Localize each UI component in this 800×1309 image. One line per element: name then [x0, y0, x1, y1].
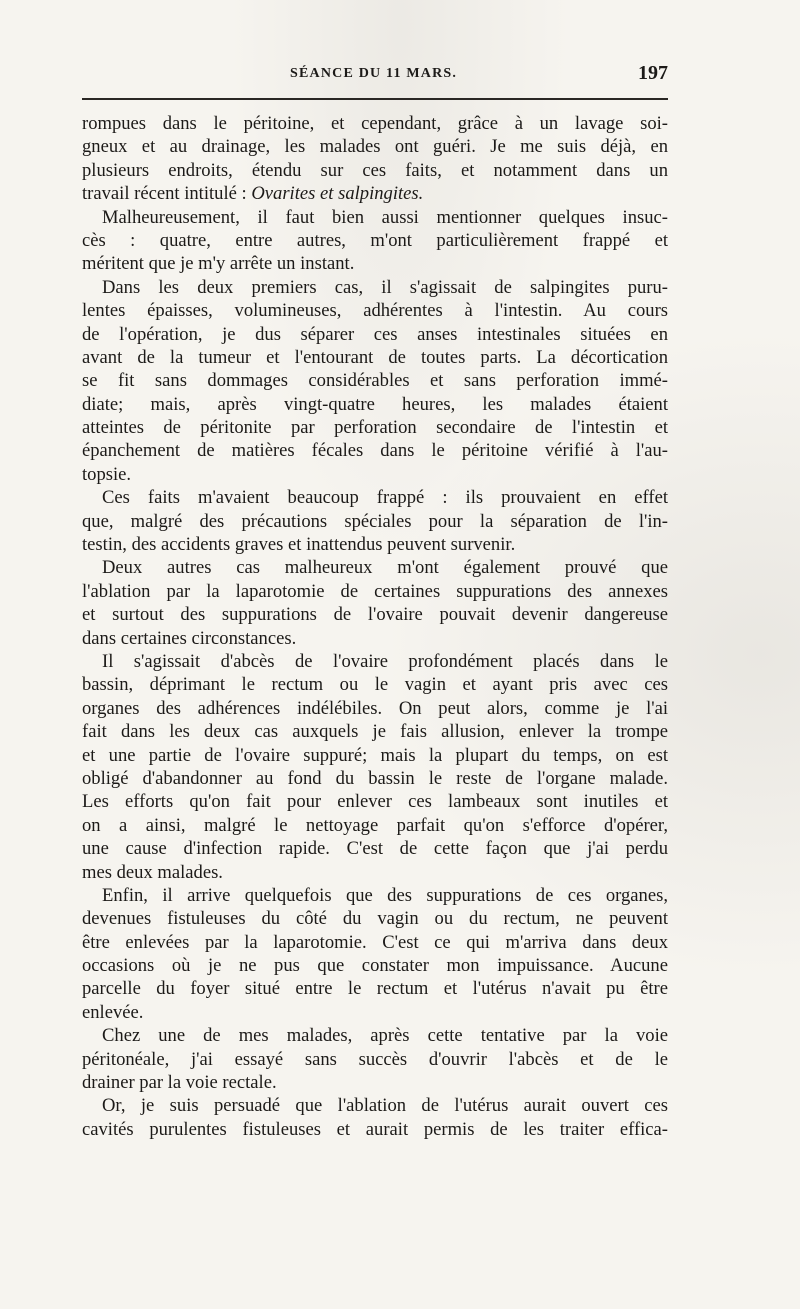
text-line-content: et une partie de l'ovaire suppuré; mais la plupart du temps, on est — [82, 744, 668, 766]
text-line — [82, 486, 668, 509]
text-line-content: Enfin, il arrive quelquefois que des suppurations de ces organes, — [102, 884, 668, 906]
text-line-content: devenues fistuleuses du côté du vagin ou du rectum, ne peuvent — [82, 908, 668, 930]
text-line — [82, 884, 668, 907]
text-line-content: Deux autres cas malheureux m'ont également prouvé que — [102, 557, 668, 579]
text-line-content: cès : quatre, entre autres, m'ont particulièrement frappé et — [82, 229, 668, 251]
text-line-content: gneux et au drainage, les malades ont guéri. Je me suis déjà, en — [82, 136, 668, 158]
text-line-content: Or, je suis persuadé que l'ablation de l'utérus aurait ouvert ces — [102, 1095, 668, 1117]
text-line-content: testin, des accidents graves et inattendus peuvent survenir. — [82, 534, 516, 556]
text-line — [82, 603, 668, 626]
text-line — [82, 556, 668, 579]
running-head-title: SÉANCE DU 11 MARS. — [290, 66, 458, 81]
text-line — [82, 1048, 668, 1071]
text-line — [82, 206, 668, 229]
text-line-content: Ces faits m'avaient beaucoup frappé : ils prouvaient en effet — [102, 487, 668, 509]
text-line — [82, 697, 668, 720]
text-line — [82, 720, 668, 743]
text-line-content: parcelle du foyer situé entre le rectum et l'utérus n'avait pu être — [82, 978, 668, 1000]
text-line-content: Les efforts qu'on fait pour enlever ces lambeaux sont inutiles et — [82, 791, 668, 813]
text-line — [82, 299, 668, 322]
text-line — [82, 182, 668, 205]
header-rule — [82, 98, 668, 100]
text-line — [82, 112, 668, 135]
text-line — [82, 1118, 668, 1141]
text-line — [82, 837, 668, 860]
text-line — [82, 510, 668, 533]
page-number: 197 — [638, 62, 668, 84]
text-line-content: de l'opération, je dus séparer ces anses intestinales situées en — [82, 323, 668, 345]
text-line — [82, 580, 668, 603]
text-line — [82, 323, 668, 346]
text-line — [82, 1094, 668, 1117]
text-line-content: enlevée. — [82, 1001, 144, 1023]
text-line — [82, 252, 668, 275]
text-line-content: travail récent intitulé : — [82, 183, 252, 205]
text-line — [82, 463, 668, 486]
text-line-content: rompues dans le péritoine, et cependant, grâce à un lavage soi- — [82, 113, 668, 134]
italic-title: Ovarites et salpingites. — [251, 183, 424, 205]
text-line-content: se fit sans dommages considérables et sans perforation immé- — [82, 370, 668, 392]
text-line — [82, 393, 668, 416]
text-line — [82, 1001, 668, 1024]
text-line-content: une cause d'infection rapide. C'est de cette façon que j'ai perdu — [82, 838, 668, 860]
text-line — [82, 276, 668, 299]
text-line-content: fait dans les deux cas auxquels je fais allusion, enlever la trompe — [82, 721, 668, 743]
text-line-content: mes deux malades. — [82, 861, 223, 883]
text-line — [82, 369, 668, 392]
text-line-content: que, malgré des précautions spéciales pour la séparation de l'in- — [82, 510, 668, 532]
text-line-content: méritent que je m'y arrête un instant. — [82, 253, 355, 275]
text-line — [82, 1024, 668, 1047]
text-line — [82, 650, 668, 673]
text-line-content: dans certaines circonstances. — [82, 627, 297, 649]
text-line — [82, 533, 668, 556]
text-line-content: épanchement de matières fécales dans le péritoine vérifié à l'au- — [82, 440, 668, 462]
text-line — [82, 439, 668, 462]
text-line — [82, 954, 668, 977]
text-line-content: cavités purulentes fistuleuses et aurait permis de les traiter effica- — [82, 1118, 668, 1140]
text-line-content: l'ablation par la laparotomie de certaines suppurations des annexes — [82, 580, 668, 602]
text-line — [82, 135, 668, 158]
text-line-content: diate; mais, après vingt-quatre heures, les malades étaient — [82, 393, 668, 415]
text-line-content: Malheureusement, il faut bien aussi mentionner quelques insuc- — [102, 206, 668, 228]
text-line-content: être enlevées par la laparotomie. C'est ce qui m'arriva dans deux — [82, 931, 668, 953]
text-line — [82, 931, 668, 954]
text-line-content: Il s'agissait d'abcès de l'ovaire profondément placés dans le — [102, 650, 668, 672]
text-line — [82, 346, 668, 369]
text-line-content: lentes épaisses, volumineuses, adhérentes à l'intestin. Au cours — [82, 300, 668, 322]
body-text — [82, 112, 668, 1141]
text-line — [82, 977, 668, 1000]
text-line — [82, 861, 668, 884]
text-line-content: atteintes de péritonite par perforation secondaire de l'intestin et — [82, 417, 668, 439]
text-line — [82, 673, 668, 696]
text-line-content: Chez une de mes malades, après cette tentative par la voie — [102, 1025, 668, 1047]
running-head — [82, 62, 668, 88]
text-line-content: bassin, déprimant le rectum ou le vagin et ayant pris avec ces — [82, 674, 668, 696]
text-line-content: obligé d'abandonner au fond du bassin le reste de l'organe malade. — [82, 767, 668, 789]
text-line-content: organes des adhérences indélébiles. On peut alors, comme je l'ai — [82, 697, 668, 719]
text-line — [82, 744, 668, 767]
text-line-content: avant de la tumeur et l'entourant de toutes parts. La décortication — [82, 346, 668, 368]
text-line-content: on a ainsi, malgré le nettoyage parfait qu'on s'efforce d'opérer, — [82, 814, 668, 836]
text-line — [82, 814, 668, 837]
text-line — [82, 229, 668, 252]
text-line-content: et surtout des suppurations de l'ovaire pouvait devenir dangereuse — [82, 604, 668, 626]
text-line — [82, 159, 668, 182]
text-line-content: drainer par la voie rectale. — [82, 1072, 277, 1094]
text-line — [82, 767, 668, 790]
text-line-content: Dans les deux premiers cas, il s'agissait de salpingites puru- — [102, 276, 668, 298]
text-line-content: plusieurs endroits, étendu sur ces faits, et notamment dans un — [82, 159, 668, 181]
text-line-content: occasions où je ne pus que constater mon impuissance. Aucune — [82, 955, 668, 977]
text-line — [82, 790, 668, 813]
text-line — [82, 627, 668, 650]
text-line-content: topsie. — [82, 463, 132, 485]
text-line — [82, 416, 668, 439]
text-line — [82, 1071, 668, 1094]
text-line — [82, 907, 668, 930]
text-line-content: péritonéale, j'ai essayé sans succès d'ouvrir l'abcès et de le — [82, 1048, 668, 1070]
